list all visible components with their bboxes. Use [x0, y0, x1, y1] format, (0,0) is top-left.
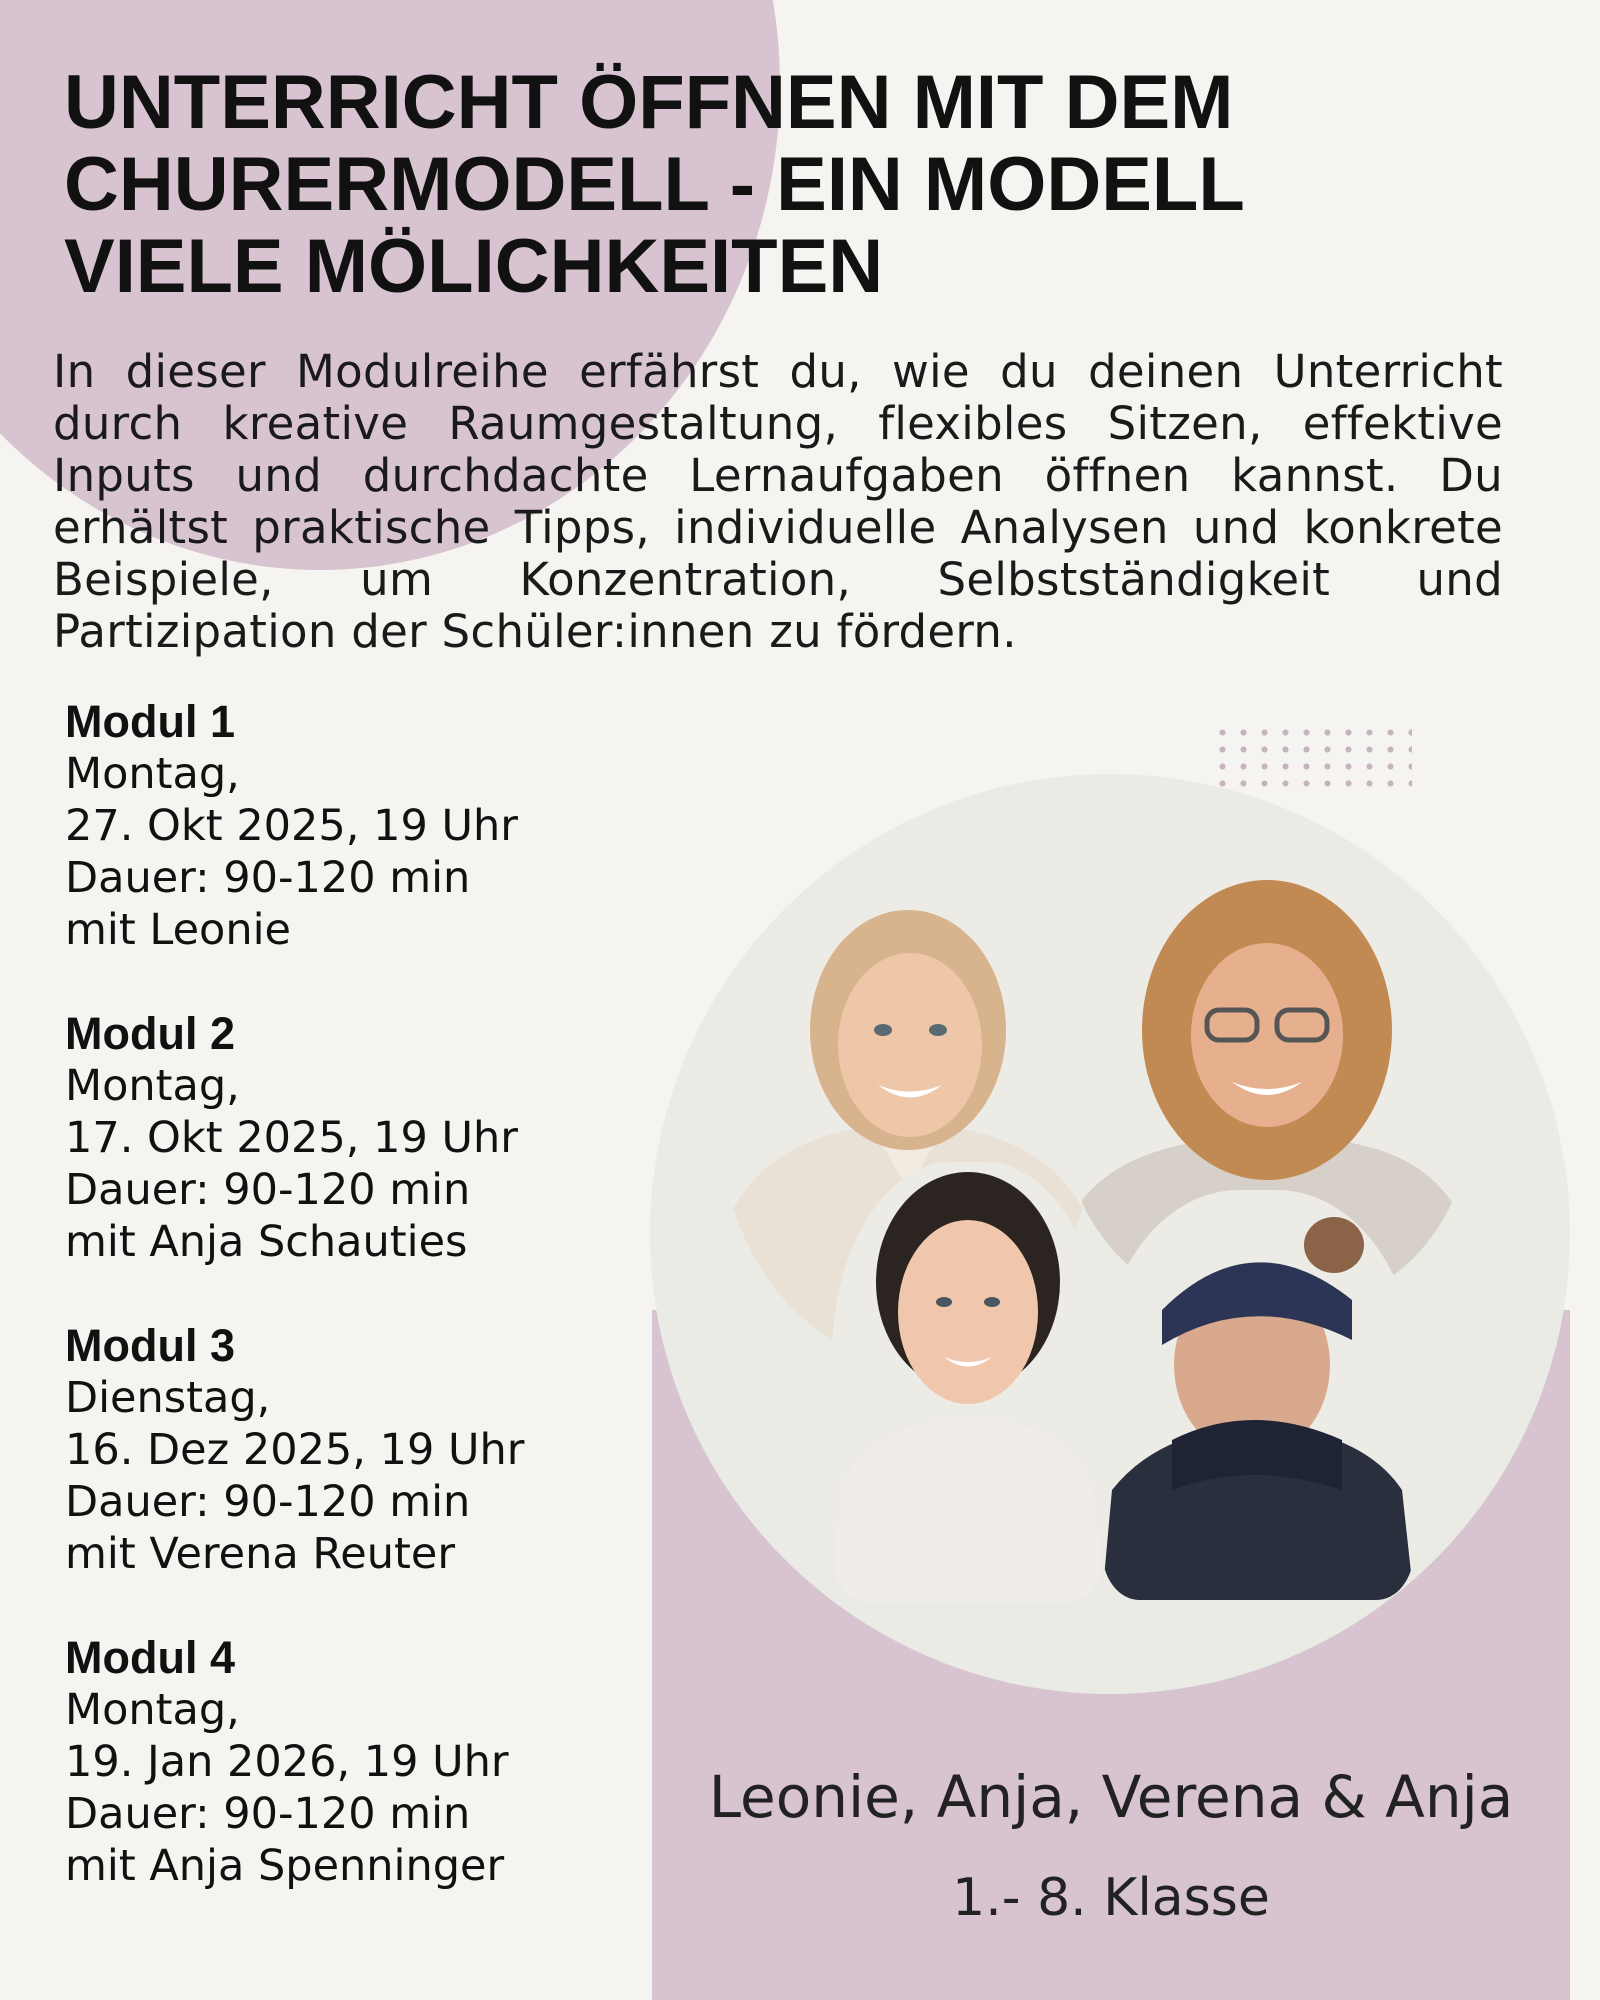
- module-list: [65, 696, 625, 1944]
- module-item-3: [65, 1320, 625, 1580]
- presenter-photo-3: [832, 1162, 1104, 1602]
- module-date: 16. Dez 2025, 19 Uhr: [65, 1425, 525, 1475]
- module-item-4: [65, 1632, 625, 1892]
- presenter-photo-4: [1102, 1190, 1414, 1600]
- module-day: Dienstag,: [65, 1373, 271, 1423]
- module-day: Montag,: [65, 1685, 240, 1735]
- module-host: mit Leonie: [65, 905, 291, 955]
- decorative-dot-grid: [1212, 724, 1412, 794]
- grade-range: 1.- 8. Klasse: [952, 1868, 1270, 1928]
- module-duration: Dauer: 90-120 min: [65, 1477, 471, 1527]
- module-title: Modul 4: [65, 1632, 235, 1683]
- title-line-1: UNTERRICHT ÖFFNEN MIT DEM: [64, 60, 1234, 145]
- module-date: 17. Okt 2025, 19 Uhr: [65, 1113, 518, 1163]
- module-day: Montag,: [65, 1061, 240, 1111]
- module-day: Montag,: [65, 749, 240, 799]
- module-title: Modul 2: [65, 1008, 235, 1059]
- title-line-2: CHURERMODELL - EIN MODELL: [64, 142, 1245, 227]
- module-item-2: [65, 1008, 625, 1268]
- title-line-3: VIELE MÖLICHKEITEN: [64, 224, 884, 309]
- intro-text: In dieser Modulreihe erfährst du, wie du deinen Unterricht durch kreative Raumgestaltung, flexibles Sitzen, effektive Inputs und durchdachte Lernaufgaben öffnen kannst. Du erhältst praktische Tipps, individuelle Analysen und konkrete Beispiele, um Konzentration, Selbstständigkeit und Partizipation der Schüler:innen zu fördern.: [53, 345, 1503, 658]
- module-title: Modul 1: [65, 696, 235, 747]
- module-duration: Dauer: 90-120 min: [65, 1789, 471, 1839]
- module-host: mit Anja Spenninger: [65, 1841, 505, 1891]
- module-item-1: [65, 696, 625, 956]
- presenter-names: Leonie, Anja, Verena & Anja: [708, 1763, 1514, 1831]
- module-host: mit Anja Schauties: [65, 1217, 468, 1267]
- module-duration: Dauer: 90-120 min: [65, 1165, 471, 1215]
- module-duration: Dauer: 90-120 min: [65, 853, 471, 903]
- module-date: 19. Jan 2026, 19 Uhr: [65, 1737, 509, 1787]
- module-date: 27. Okt 2025, 19 Uhr: [65, 801, 518, 851]
- module-host: mit Verena Reuter: [65, 1529, 456, 1579]
- page-title: [64, 62, 1264, 308]
- module-title: Modul 3: [65, 1320, 235, 1371]
